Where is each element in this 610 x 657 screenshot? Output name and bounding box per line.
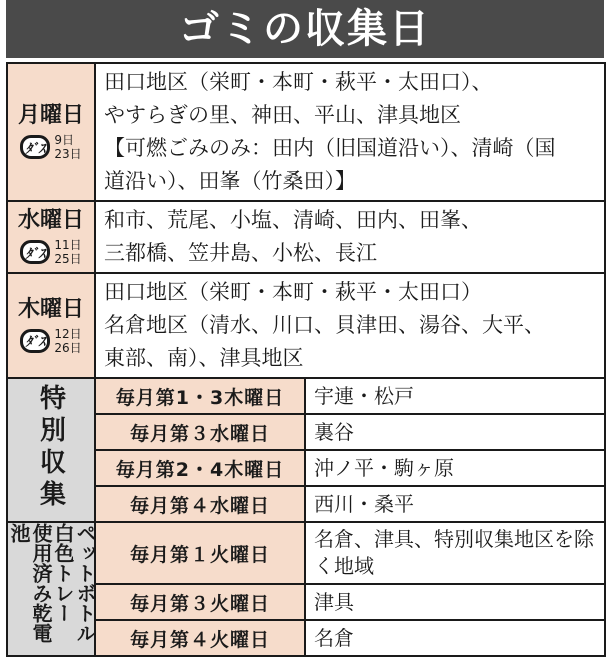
recycle-icon: ﾀﾞｽ (20, 329, 50, 353)
recycle-icon: ﾀﾞｽ (20, 240, 50, 264)
place-cell: 裏谷 (305, 414, 605, 450)
place-cell: 宇連・松戸 (305, 378, 605, 414)
day-cell (7, 201, 95, 273)
special-label-cell (7, 378, 95, 522)
day-label: 木曜日 (17, 296, 84, 322)
area-line: 三都橋、笠井島、小松、長江 (104, 241, 377, 265)
table-row-special (7, 414, 605, 450)
date-label: 12日 (54, 326, 82, 341)
schedule-cell: 毎月第1・3木曜日 (95, 378, 305, 414)
table-row-thursday (7, 273, 605, 378)
recycle-dates (8, 238, 94, 266)
area-cell (95, 273, 605, 378)
area-line: 名倉地区（清水、川口、貝津田、湯谷、大平、 (104, 313, 545, 337)
area-line: 田口地区（栄町・本町・萩平・太田口）、 (104, 70, 493, 94)
recycle-icon: ﾀﾞｽ (20, 135, 50, 159)
date-label: 11日 (54, 238, 82, 252)
pet-label-line: 白色トレー (51, 523, 75, 623)
area-cell (95, 201, 605, 273)
schedule-cell: 毎月第４火曜日 (95, 620, 305, 656)
place-cell: 名倉、津具、特別収集地区を除く地域 (305, 522, 605, 584)
table-row-special (7, 378, 605, 414)
schedule-cell: 毎月第１火曜日 (95, 522, 305, 584)
pet-label-cell (7, 522, 95, 656)
table-row-wednesday (7, 201, 605, 273)
place-cell: 沖ノ平・駒ヶ原 (305, 450, 605, 486)
area-line: 道沿い）、田峯（竹桑田）】 (104, 169, 356, 193)
table-row-monday (7, 63, 605, 201)
date-label: 26日 (54, 340, 82, 355)
area-cell (95, 63, 605, 201)
day-cell (7, 63, 95, 201)
recycle-dates (8, 133, 94, 161)
place-cell: 西川・桑平 (305, 486, 605, 522)
schedule-cell: 毎月第４水曜日 (95, 486, 305, 522)
place-cell: 津具 (305, 584, 605, 620)
schedule-cell: 毎月第３水曜日 (95, 414, 305, 450)
area-line: 東部、南）、津具地区 (104, 346, 304, 370)
day-cell (7, 273, 95, 378)
area-line: 和市、荒尾、小塩、清崎、田内、田峯、 (104, 208, 482, 232)
pet-label (8, 523, 96, 651)
area-line: 【可燃ごみのみ：田内（旧国道沿い）、清崎（国 (104, 136, 556, 160)
area-line: やすらぎの里、神田、平山、津具地区 (104, 103, 461, 127)
place-cell: 名倉 (305, 620, 605, 656)
schedule-cell: 毎月第2・4木曜日 (95, 450, 305, 486)
collection-table (6, 62, 606, 657)
pet-label-line: ペットボトル (73, 523, 97, 643)
page-title: ゴミの収集日 (6, 0, 604, 58)
date-label: 25日 (54, 252, 82, 266)
day-label: 水曜日 (17, 208, 84, 233)
special-label: 特別収集 (35, 384, 66, 512)
table-row-special (7, 450, 605, 486)
date-label: 9日 (54, 133, 74, 147)
recycle-dates (8, 327, 94, 355)
table-row-pet (7, 522, 605, 584)
schedule-cell: 毎月第３火曜日 (95, 584, 305, 620)
pet-label-line: 使用済み乾電池 (7, 523, 53, 643)
area-line: 田口地区（栄町・本町・萩平・太田口） (104, 280, 482, 304)
date-label: 23日 (54, 147, 82, 161)
day-label: 月曜日 (17, 103, 84, 128)
table-row-special (7, 486, 605, 522)
